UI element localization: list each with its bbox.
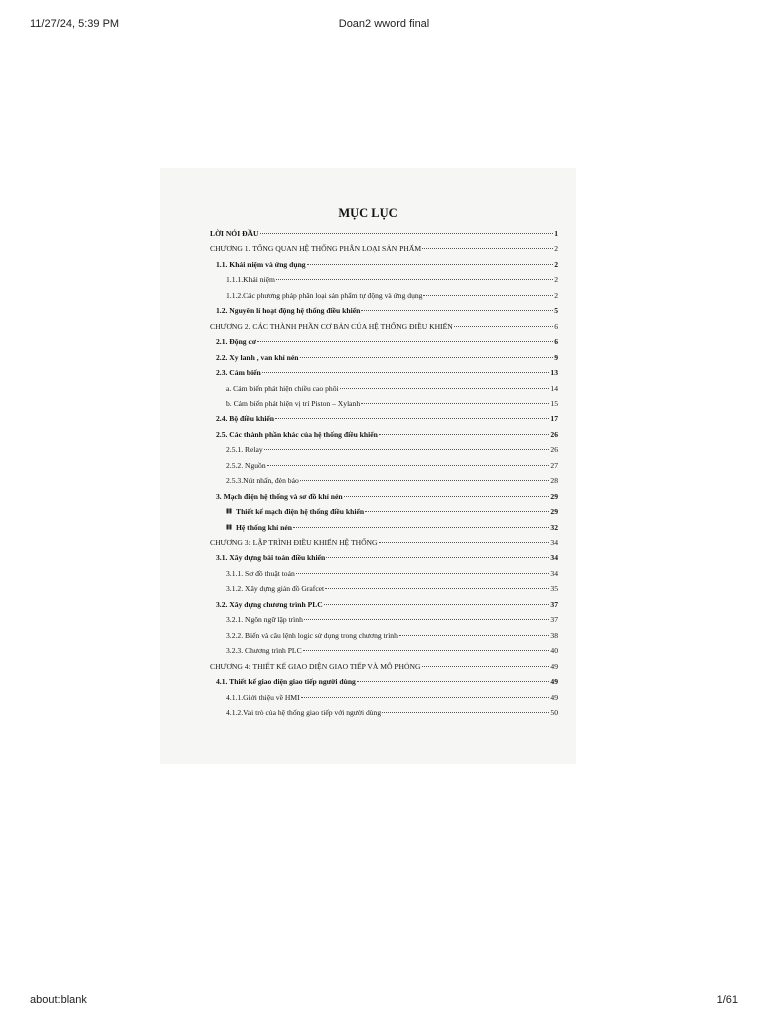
toc-entry [226,399,558,414]
toc-entry-text: 1.1.2.Các phương pháp phân loại sản phẩm tự động và ứng dụng [226,290,423,300]
toc-entry [216,353,558,368]
toc-entry-page: 29 [550,491,558,501]
toc-leader-dots [303,650,550,651]
toc-leader-dots [361,403,549,404]
print-page-counter: 1/61 [716,994,738,1006]
toc-entry-page: 49 [550,692,558,702]
toc-entry-text: 1.1. Khái niệm và ứng dụng [216,259,306,269]
toc-leader-dots [379,434,550,435]
toc-entry-text: LỜI NÓI ĐẦU [210,229,259,238]
toc-entry-text: 3.2.3. Chương trình PLC [226,646,302,656]
toc-leader-dots [296,573,550,574]
toc-entry [226,584,558,599]
toc-entry-text: 2.4. Bộ điều khiển [216,414,275,424]
toc-entry [226,476,558,491]
toc-entry-page: 2 [554,259,558,269]
toc-entry-page: 49 [550,661,558,671]
toc-leader-dots [423,295,553,296]
toc-entry [216,260,558,275]
toc-entry [216,306,558,321]
toc-entry [216,492,558,507]
toc-leader-dots [357,681,550,682]
toc-entry [210,244,558,259]
toc-leader-dots [293,527,549,528]
toc-entry-page: 37 [550,615,558,625]
toc-entry-text: CHƯƠNG 2. CÁC THÀNH PHẦN CƠ BẢN CỦA HỆ THỐNG ĐIỀU KHIỂN [210,321,453,331]
toc-entry [210,662,558,677]
toc-entry-text: 2.2. Xy lanh , van khí nén [216,352,299,362]
toc-entry-text: 3.1.1. Sơ đồ thuật toán [226,568,295,578]
toc-leader-dots [379,542,550,543]
toc-entry-page: 13 [550,368,558,378]
toc-entry [216,414,558,429]
toc-leader-dots [325,588,549,589]
toc-entry-text: Thiết kế mạch điện hệ thống điều khiển [236,507,365,517]
toc-entry-text: 3.2.2. Biến và câu lệnh logic sử dụng trong chương trình [226,630,398,640]
toc-entry-text: 3.2. Xây dựng chương trình PLC [216,599,323,609]
toc-entry-page: 2 [554,290,558,300]
toc-entry-text: 3.1.2. Xây dựng giản đồ Grafcet [226,584,325,594]
toc-entry-text: 3.1. Xây dựng bài toán điều khiển [216,553,326,563]
toc-leader-dots [422,666,550,667]
toc-leader-dots [300,480,550,481]
toc-entry-text: 1.1.1.Khái niệm [226,275,275,285]
toc-entry-page: 1 [554,229,558,238]
toc-leader-dots [307,264,554,265]
toc-leader-dots [304,619,550,620]
toc-entry [226,693,558,708]
toc-entry-page: 34 [550,538,558,547]
toc-leader-dots [340,388,550,389]
toc-leader-dots [275,418,549,419]
toc-entry [226,708,558,723]
toc-leader-dots [276,279,553,280]
toc-entry [210,322,558,337]
toc-leader-dots [262,372,550,373]
toc-entry-text: 4.1. Thiết kế giao diện giao tiếp người dùng [216,677,356,687]
toc-entry-text: CHƯƠNG 1. TỔNG QUAN HỆ THỐNG PHÂN LOẠI SẢN PHẨM [210,244,422,254]
toc-entry-page: 27 [550,460,558,470]
toc-leader-dots [324,604,550,605]
toc-entry-page: 2 [554,244,558,254]
toc-entry-text: CHƯƠNG 3: LẬP TRÌNH ĐIỀU KHIỂN HỆ THỐNG [210,538,378,547]
toc-entry [216,430,558,445]
toc-entry [216,600,558,615]
toc-entry-text: CHƯƠNG 4: THIẾT KẾ GIAO DIỆN GIAO TIẾP VÀ MÔ PHỎNG [210,661,421,671]
toc-entry [226,384,558,399]
toc-entry-text: 2.5. Các thành phần khác của hệ thống điều khiển [216,429,378,439]
toc-entry-page: 14 [550,383,558,393]
toc-entry-page: 5 [554,306,558,316]
toc-leader-dots [326,557,549,558]
toc-leader-dots [260,233,554,234]
toc-leader-dots [257,341,553,342]
toc-entry [226,445,558,460]
toc-entry-page: 9 [554,352,558,362]
toc-entry [226,461,558,476]
toc-entry-text: 4.1.2.Vai trò của hệ thống giao tiếp với người dùng [226,707,382,717]
print-url: about:blank [30,994,87,1006]
toc-leader-dots [264,449,550,450]
toc-leader-dots [267,465,550,466]
toc-entry-text: b. Cảm biến phát hiện vị trí Piston – Xylanh [226,398,361,408]
toc-entry-text: 3.2.1. Ngôn ngữ lập trình [226,615,303,625]
toc-leader-dots [361,310,553,311]
print-datetime: 11/27/24, 5:39 PM [30,18,120,30]
toc-entry-text: 3. Mạch điện hệ thống và sơ đồ khí nén [216,491,343,501]
toc-entry [226,646,558,661]
toc-entry-page: 26 [550,445,558,455]
toc-leader-dots [454,326,553,327]
toc-entry-text: 2.5.2. Nguồn [226,460,266,470]
toc-entry-page: 17 [550,414,558,424]
toc-entry-page: 15 [550,398,558,408]
toc-entry-page: 35 [550,584,558,594]
toc-entry-page: 37 [550,599,558,609]
toc-entry-text: 2.5.1. Relay [226,445,263,455]
print-footer [0,994,768,1010]
toc-entry-page: 34 [550,553,558,563]
toc-entry [226,291,558,306]
toc-entry-text: a. Cảm biến phát hiện chiều cao phôi [226,383,339,393]
toc-entry [226,569,558,584]
toc-entry [216,553,558,568]
toc-entry-page: 34 [550,568,558,578]
toc-leader-dots [422,248,553,249]
toc-entry [210,229,558,244]
toc-entry-page: 49 [550,677,558,687]
toc-title: MỤC LỤC [338,206,398,220]
toc-entry-text: 2.3. Cảm biến [216,368,261,378]
toc-entry [216,337,558,352]
toc-entry-page: 28 [550,476,558,486]
bullet-icon [226,508,232,514]
toc-entry-text: 2.1. Động cơ [216,337,257,347]
toc-entry [226,631,558,646]
toc-entry-page: 38 [550,630,558,640]
print-header [0,18,768,34]
toc-entry-text: 2.5.3.Nút nhấn, đèn báo [226,476,299,486]
scanned-document-page [160,168,576,764]
toc-leader-dots [301,697,550,698]
toc-entry [216,368,558,383]
toc-entry-page: 50 [550,707,558,717]
toc-entry-page: 40 [550,646,558,656]
toc-entry-text: Hệ thống khí nén [236,522,292,532]
toc-entry [226,615,558,630]
toc-entry-page: 6 [554,321,558,331]
print-doc-title: Doan2 wword final [338,18,430,30]
toc-entry-page: 32 [550,522,558,532]
toc-entry [216,677,558,692]
toc-entry-page: 6 [554,337,558,347]
toc-leader-dots [382,712,549,713]
toc-entry-page: 2 [554,275,558,285]
toc-entry-text: 4.1.1.Giới thiệu về HMI [226,692,300,702]
toc-leader-dots [344,496,550,497]
bullet-icon [226,524,232,530]
toc-leader-dots [300,357,554,358]
toc-leader-dots [365,511,549,512]
toc-entry [226,523,558,538]
toc-entry-page: 26 [550,429,558,439]
toc-leader-dots [399,635,550,636]
toc-entry [226,507,558,522]
toc-entry [210,538,558,553]
toc-entry-page: 29 [550,507,558,517]
toc-entry-text: 1.2. Nguyên lí hoạt động hệ thống điều khiển [216,306,361,316]
toc-entry [226,275,558,290]
